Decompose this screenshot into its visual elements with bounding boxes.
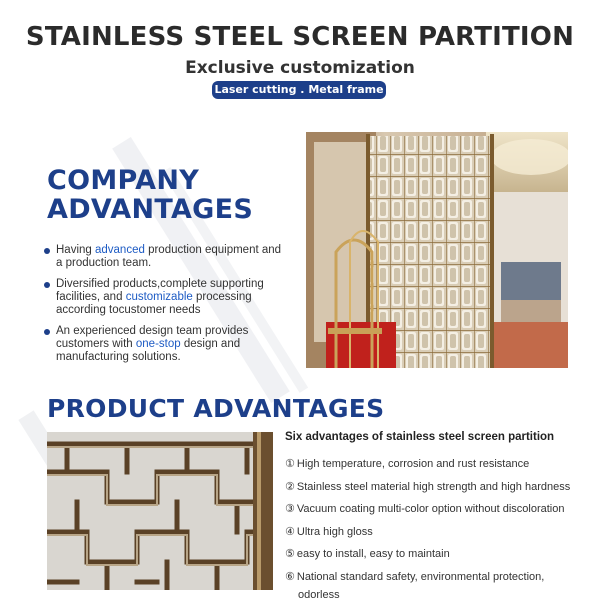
list-item: ② Stainless steel material high strength and high hardness xyxy=(285,480,571,493)
page-title: STAINLESS STEEL SCREEN PARTITION xyxy=(25,22,575,52)
product-advantages-heading: PRODUCT ADVANTAGES xyxy=(47,394,385,423)
list-item: ⑥ National standard safety, environmental protection, odorless xyxy=(285,570,545,601)
list-item: Diversified products,complete supporting facilities, and customizable processing according tocustomer needs xyxy=(44,278,289,317)
list-item: ⑤ easy to install, easy to maintain xyxy=(285,548,450,560)
list-item: ④ Ultra high gloss xyxy=(285,525,373,538)
list-item: Having advanced production equipment and a production team. xyxy=(44,244,289,270)
six-advantages-list xyxy=(285,458,585,602)
showroom-photo xyxy=(306,132,568,368)
bullet-icon xyxy=(44,248,50,254)
bullet-icon xyxy=(44,282,50,288)
lattice-closeup-photo xyxy=(47,432,273,590)
bullet-icon xyxy=(44,329,50,335)
company-advantages-heading: COMPANY ADVANTAGES xyxy=(47,165,254,225)
page-subtitle: Exclusive customization xyxy=(185,58,415,78)
six-advantages-title: Six advantages of stainless steel screen partition xyxy=(285,431,555,443)
list-item: ① High temperature, corrosion and rust resistance xyxy=(285,458,530,470)
list-item: ③ Vacuum coating multi-color option without discoloration xyxy=(285,503,565,515)
list-item: An experienced design team provides customers with one-stop design and manufacturing solutions. xyxy=(44,325,289,364)
company-advantages-list xyxy=(44,244,289,372)
feature-badge: Laser cutting . Metal frame xyxy=(212,81,386,99)
